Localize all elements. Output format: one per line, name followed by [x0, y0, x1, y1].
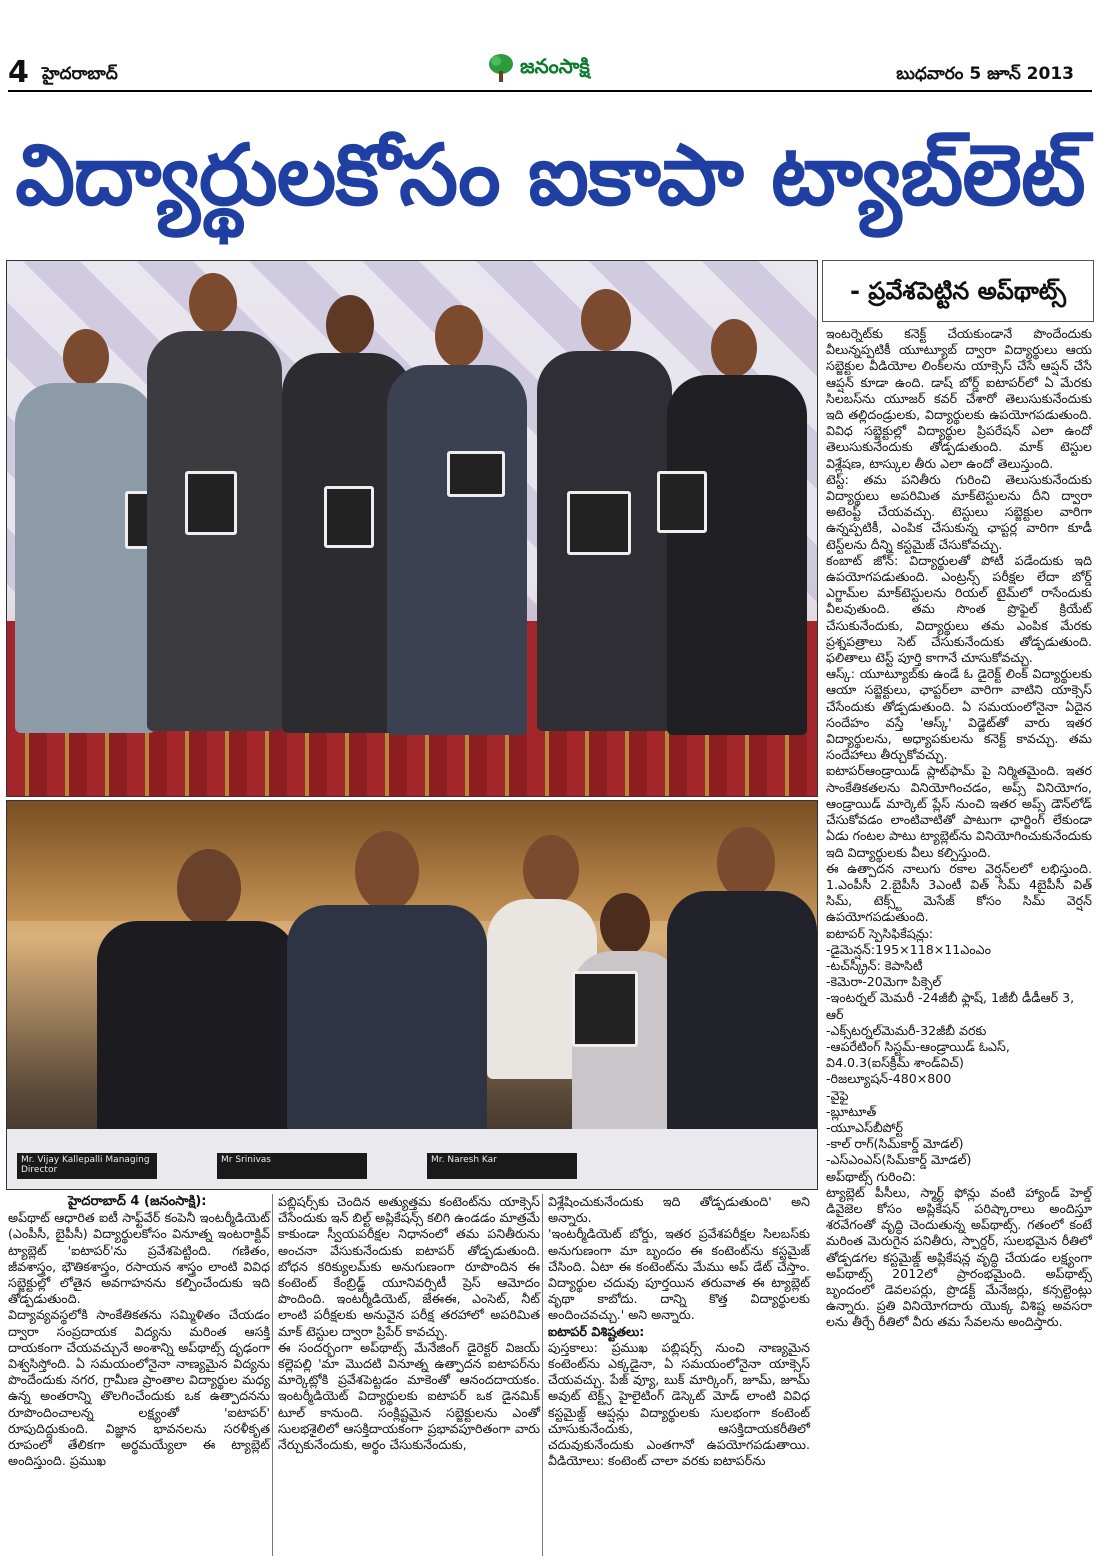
col2-para-1: పబ్లిషర్స్‌కు చెందిన అత్యుత్తమ కంటెంట్‌ను యాక్సెస్ చేసేందుకు ఇన్ బిల్ట్ అప్లికేషన్స్ కలిగి ఉండడం మాత్రమే కాకుండా స్వీయపరీక్షల నిధానంలో తమ పనితీరును అంచనా వేసుకునేందుకు ఐటాపర్ తోడ్పడుతుంది. బోధన కరిక్యులమ్‌కు అనుగుణంగా రూపొందిన ఈ కంటెంట్ కేంబ్రిడ్జ్ యూనివర్సిటీ ప్రెస్ ఆమోదం పొందింది. ఇంటర్మీడియెట్, జేఈఈ, ఎంసెట్, నీట్ లాంటి పరీక్షలకు అనువైన పరీక్ష తరహాలో అపరిమిత మాక్ టెస్టుల ద్వారా ప్రిపేర్ కావచ్చు. — [278, 1194, 540, 1339]
right-para-6: ఈ ఉత్పాదన నాలుగు రకాల వెర్షన్‌లలో లభిస్తుంది. 1.ఎంపీసీ 2.బైపీసీ 3ఎంటీ విత్ సిమ్ 4బైపీసీ విత్ సిమ్, టెక్స్ట్ మెసేజ్ కోసం సిమ్ వెర్షన్ ఉపయోగపడుతుంది. — [826, 860, 1092, 925]
right-para-4: ఆస్క్: యూట్యూబ్‌కు ఉండే ఓ డైరెక్ట్ లింక్ విద్యార్థులకు ఆయా సబ్జెక్టులు, ఛాప్టర్‌లా వారిగా వాటిని యాక్సెస్ చేసేందుకు తోడ్పడుతుంది. ఏ సమయంలోనైనా ఏదైన సందేహం వస్తే 'ఆస్క్' విడ్జెట్‌తో వారు ఇతర విద్యార్థులను, అధ్యాపకులను కనెక్ట్ కావచ్చు. తమ సందేహాలు తీర్చుకోవచ్చు. — [826, 666, 1092, 763]
name-card-3: Mr. Naresh Kar — [427, 1153, 577, 1179]
article-column-2 — [278, 1194, 540, 1453]
right-para-3: కంబాట్ జోన్: విద్యార్థులతో పోటీ పడేందుకు ఇది ఉపయోగపడుతుంది. ఎంట్రన్స్ పరీక్షల లేదా బోర్డ్ ఎగ్జామ్‌ల మాక్‌టెస్టులను రియల్ టైమ్‌లో రాసేందుకు వీలవుతుంది. తమ సొంత ప్రొఫైల్ క్రియేట్ చేసుకునేందుకు, విద్యార్థులు తమ ఎంపిక మేరకు ప్రశ్నపత్రాలు సెట్ చేసుకునేందుకు తోడ్పడుతుంది. ఫలితాలు టెస్ట్ పూర్తి కాగానే చూసుకోవచ్చు. — [826, 552, 1092, 666]
page-number: 4 — [8, 55, 29, 90]
tree-logo-icon — [488, 53, 514, 83]
right-para-5: ఐటాపర్‌ఆండ్రాయిడ్ ప్లాట్‌ఫామ్‌ పై నిర్మితమైంది. ఇతర సాంకేతికతలను వినియోగించడం, అప్స్ వినియోగం, ఆండ్రాయిడ్ మార్కెట్ ప్లేస్ నుంచి ఇతర అప్స్ డౌన్‌లోడ్ చేసుకోవడం లాంటివాటితో పాటుగా ఛార్జింగ్ లేకుండా ఏడు గంటల పాటు ట్యాబ్లెట్‌ను వినియోగించుకునేందుకు ఇది విద్యార్థులకు వీలు కల్పిస్తుంది. — [826, 763, 1093, 860]
col3-para-3: పుస్తకాలు: ప్రముఖ పబ్లిషర్స్ నుంచి నాణ్యమైన కంటెంట్‌ను ఎక్కడైనా, ఏ సమయంలోనైనా యాక్సెస్ చేయవచ్చు. పేజ్ వ్యూ, బుక్ మార్కింగ్, జూమ్, జూమ్ అవుట్ టెక్ట్స్ హైలైటింగ్ డెస్కెట్ మోడ్ లాంటి వివిధ కస్టమైజ్డ్ ఆప్షన్లు విద్యార్థులకు సులభంగా కంటెంట్ చూసుకునేందుకు, ఆసక్తిదాయకరీతిలో చదువుకునేందుకు ఎంతగానో ఉపయోగపడుతాయి. వీడియోలు: కంటెంట్ చాలా వరకు ఐటాపర్‌ను — [548, 1339, 810, 1469]
right-para-1: ఇంటర్నెట్‌కు కనెక్ట్ చేయకుండానే పొందేందుకు వీలున్నప్పటికీ యూట్యూబ్ ద్వారా విద్యార్థులు ఆయ సబ్జెక్టుల వీడియోల లింక్‌లను యాక్సెస్ చేసే ఆప్షన్ చేసే ఆప్షన్ కూడా ఉంది. డాష్ బోర్డ్ ఐటాపర్‌లో ఏ మేరకు సిలబస్‌ను యూజర్ కవర్ చేశారో తెలుసుకునేందుకు ఇది తల్లిదండ్రులకు, విద్యార్థులకు ఉపయోగపడుతుంది. వివిధ సబ్జెక్టుల్లో విద్యార్థుల ప్రిపరేషన్ ఎలా ఉందో తెలుసుకునేందుకు తోడ్పడుతుంది. మాక్ టెస్టుల విశ్లేషణ, టాస్కుల తీరు ఎలా ఉందో తెలుస్తుంది. — [826, 326, 1092, 471]
article-column-1 — [8, 1194, 270, 1469]
right-para-2: టెస్ట్: తమ పనితీరు గురించి తెలుసుకునేందుకు విద్యార్థులు అపరిమిత మాక్‌టెస్టులను దీని ద్వారా అటెంప్ట్ చేయవచ్చు. టెస్టులు సబ్జెక్టుల వారిగా ఉన్నప్పటికీ, ఎంపిక చేసుకున్న ఛాప్టర్ల వారిగా కూడీ టెస్ట్‌లను దీన్ని కస్టమైజ్ చేసుకోవచ్చు. — [826, 471, 1092, 552]
col1-para-2: విద్యావ్యవస్థలోకి సాంకేతికతను సమ్మిళితం చేయడం ద్వారా సంప్రదాయక విద్యను మరింత ఆసక్తి దాయకంగా చేయవచ్చునే అంశాన్ని అప్‌థాట్స్ దృఢంగా విశ్వసిస్తోంది. ఏ సమయంలోనైనా నాణ్యమైన విద్యను పొందేందుకు నగర, గ్రామీణ ప్రాంతాల విద్యార్థుల మధ్య ఉన్న అంతరాన్ని తొలగించేందుకు ఒక ఉత్పాదనను రూపొందించాలన్న లక్ష్యంతో 'ఐటాపర్' రూపుదిద్దుకుంది. విజ్ఞాన భావనలను సరళీకృత రూపంలో తేలికగా అర్థమయ్యేలా ఈ ట్యాబ్లెట్ అందిస్తుంది. ప్రముఖ — [8, 1307, 270, 1469]
name-card-1: Mr. Vijay Kallepalli Managing Director — [17, 1153, 157, 1179]
about-heading: అప్‌థాట్స్ గురించి: — [826, 1168, 916, 1184]
spec-item: -బ్లూటూత్ — [826, 1103, 877, 1119]
col2-para-2: ఈ సందర్భంగా అప్‌థాట్స్ మేనేజింగ్ డైరెక్టర్ విజయ్ కల్లెపల్లి 'మా మొదటి వినూత్న ఉత్పాదన ఐటాపర్‌ను మార్కెట్లోకి ప్రవేశపెట్టడం మాకెంతో ఆనందదాయకం. ఇంటర్మీడియెట్ విద్యార్థులకు ఐటాపర్ ఒక డైనమిక్ టూల్ కానుంది. సంక్లిష్టమైన సబ్జెక్టులను ఎంతో సులభశైలిలో ఆసక్తిదాయకంగా ప్రభావపూరితంగా వారు నేర్చుకునేందుకు, అర్థం చేసుకునేందుకు, — [278, 1339, 540, 1453]
spec-item: -ఇంటర్నల్ మెమరీ -24జీబీ ఫ్లాష్, 1జీబీ డీడీఆర్ 3, ఆర్ — [826, 990, 1075, 1022]
col3-subheading: ఐటాపర్ విశిష్టతలు: — [548, 1323, 645, 1339]
subtitle: - ప్రవేశపెట్టిన అప్‌థాట్స్ — [822, 260, 1094, 322]
article-column-3 — [548, 1194, 810, 1469]
spec-item: -ఎక్స్‌టర్నల్‌మెమరీ-32జీబీ వరకు — [826, 1022, 987, 1038]
right-column — [826, 326, 1092, 1331]
masthead-title: జనంసాక్షి — [520, 54, 590, 83]
col1-para-1: అప్‌థాట్ ఆధారిత ఐటీ సాఫ్ట్‌వేర్ కంపెనీ ఇంటర్మీడియెట్ (ఎంపీసీ, బైపీసీ) విద్యార్థులకోసం వినూత్న ఇంటరాక్టివ్ ట్యాబ్లెట్ 'ఐటాపర్'ను ప్రవేశపెట్టింది. గణితం, జీవశాస్త్రం, భౌతికశాస్త్రం, రసాయన శాస్త్రం లాంటి వివిధ సబ్జెక్టుల్లో లోతైన అవగాహనను కల్పించేందుకు ఇది తోడ్పడుతుంది. — [8, 1210, 270, 1307]
spec-item: -యూఎస్‌బీపోర్ట్ — [826, 1119, 903, 1135]
masthead — [488, 50, 612, 86]
header-rule — [8, 90, 1092, 92]
spec-item: -డైమెన్షన్:195×118×11ఎంఎం — [826, 941, 991, 957]
name-card-2: Mr Srinivas — [217, 1153, 367, 1179]
about-text: ట్యాబ్లెట్ పీసీలు, స్మార్ట్ ఫోన్లు వంటి హ్యాండ్ హెల్డ్ డివైజెల కోసం అప్లికేషన్ పరిష్కారాలు అందిస్తూ శరవేగంతో వృద్ధి చెందుతున్న అప్‌థాట్స్. గతంలో కంటే మరింత మెరుగైన పనితీరు, స్పార్డర్, సులభమైన రీతిలో తోడ్పడగల కస్టమైజ్డ్ అప్లికేషన్ల వృద్ధి చేయడం లక్ష్యంగా అప్‌థాట్స్ 2012లో ప్రారంభమైంది. అప్‌థాట్స్ బృందంలో డెవలపర్లు, ప్రొడక్ట్ మేనేజర్లు, కన్సల్టెంట్లు ఉన్నారు. ప్రతి వినియోగదారు యొక్క విశిష్ట అవసరా లను తీర్చే రీతిలో వీరు తమ సేవలను అందిస్తారు. — [826, 1184, 1092, 1330]
spec-item: -వైఫై — [826, 1087, 849, 1103]
spec-item: -రిజల్యూషన్-480×800 — [826, 1071, 952, 1087]
headline: విద్యార్థులకోసం ఐకాపా ట్యాబ్‌లెట్ — [15, 126, 1085, 224]
spec-item: -ఆపరేటింగ్ సిస్టమ్-ఆండ్రాయిడ్ ఓఎస్, వి4.0.3(ఐస్‌క్రీమ్ శాండ్‌విచ్) — [826, 1038, 1010, 1071]
issue-date: బుధవారం 5 జూన్ 2013 — [896, 64, 1074, 84]
launch-photo-bottom — [6, 800, 818, 1190]
dateline: హైదరాబాద్ 4 (జనంసాక్షి): — [68, 1194, 207, 1209]
column-divider — [272, 1194, 273, 1556]
col3-para-1: విశ్లేషించుకునేందుకు ఇది తోడ్పడుతుంది' అని అన్నారు. — [548, 1194, 810, 1226]
spec-item: -టచ్‌స్క్రీన్: కెపాసిటీ — [826, 957, 923, 973]
spec-list — [826, 942, 1092, 1169]
specs-heading: ఐటాపర్ స్పెసిఫికేషన్లు: — [826, 925, 934, 941]
section-name: హైదరాబాద్ — [42, 64, 118, 84]
column-divider — [542, 1194, 543, 1556]
spec-item: -ఎస్ఎంఎస్(సిమ్‌కార్డ్ మోడల్) — [826, 1152, 972, 1168]
col3-para-2: 'ఇంటర్మీడియెట్ బోర్డు, ఇతర ప్రవేశపరీక్షల సిలబస్‌కు అనుగుణంగా మా బృందం ఈ కంటెంట్‌ను కస్టమైజ్ చేసింది. ఏటా ఈ కంటెంట్‌ను మేము అప్ డేట్ చేస్తాం. విద్యార్థుల చదువు పూర్తయిన తరువాత ఈ ట్యాబ్లెట్ వృథా కాబోదు. దాన్ని కొత్త విద్యార్థులకు అందించవచ్చు.' అని అన్నారు. — [548, 1226, 810, 1323]
spec-item: -కాల్ రాగ్(సిమ్‌కార్డ్ మోడల్) — [826, 1136, 964, 1152]
spec-item: -కెమెరా-20మెగా పిక్సెల్ — [826, 974, 942, 990]
launch-photo-top — [6, 260, 818, 797]
